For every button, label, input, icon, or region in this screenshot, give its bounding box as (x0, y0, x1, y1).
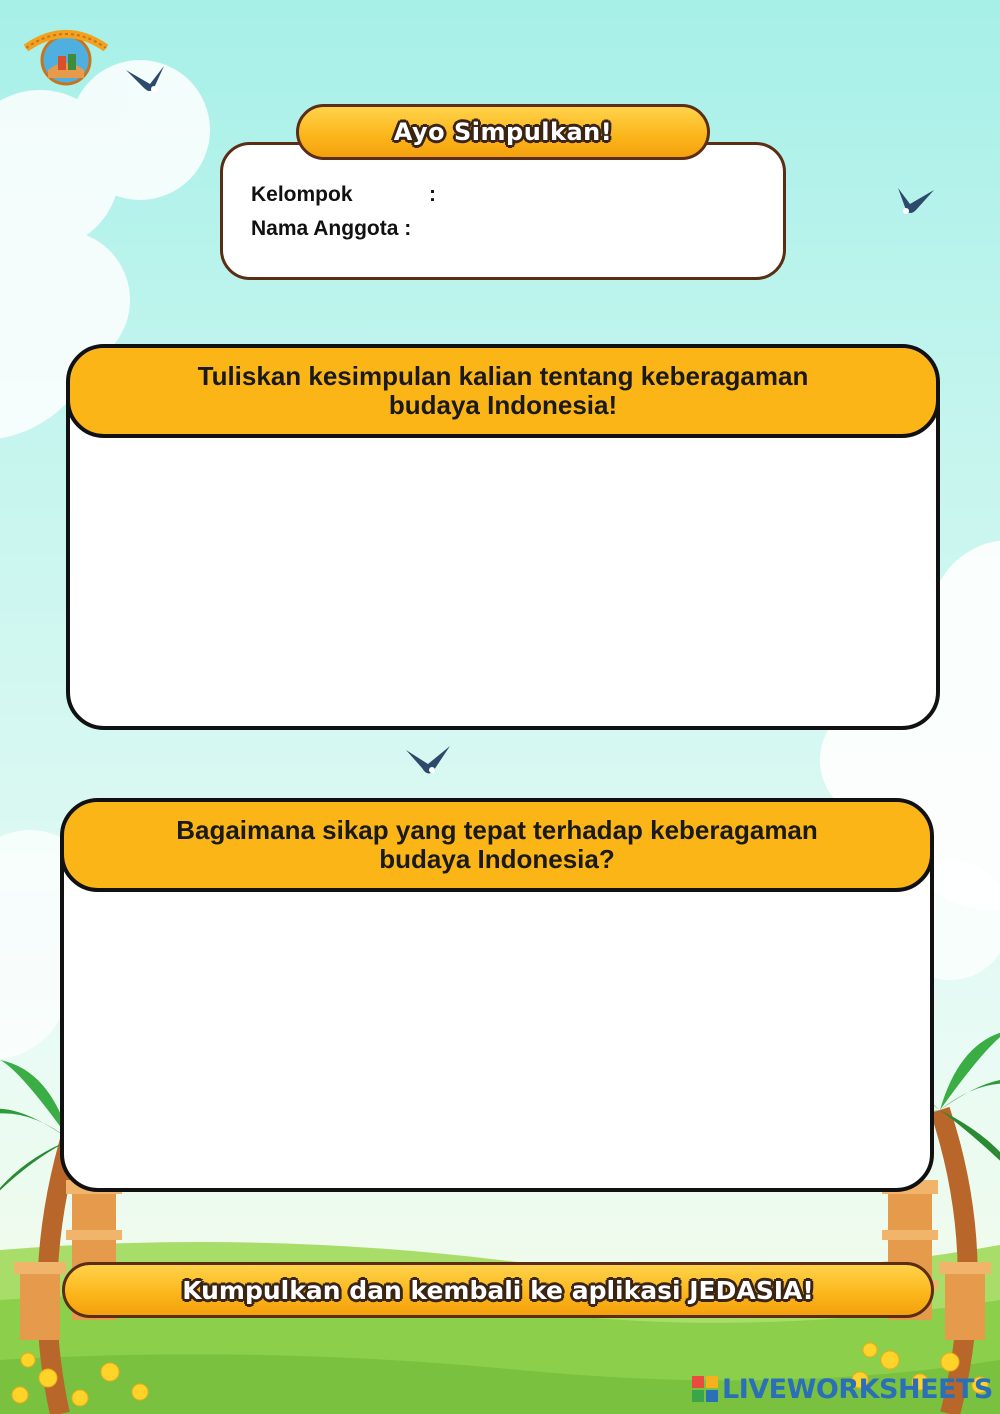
question-header-1 (66, 344, 940, 438)
bird-icon (124, 62, 176, 98)
answer-input-1[interactable] (94, 456, 912, 702)
bird-icon (884, 184, 936, 220)
watermark-text: LIVEWORKSHEETS (722, 1373, 993, 1405)
title-banner (296, 104, 710, 160)
logo-badge-icon (22, 26, 110, 88)
liveworksheets-watermark (692, 1372, 993, 1406)
question-panel-1 (66, 344, 940, 730)
group-row (251, 183, 436, 207)
question-prompt-2: Bagaimana sikap yang tepat terhadap keberagaman budaya Indonesia? (176, 815, 818, 874)
question-prompt-1: Tuliskan kesimpulan kalian tentang keberagaman budaya Indonesia! (197, 361, 809, 420)
question-header-2 (60, 798, 934, 892)
page-title: Ayo Simpulkan! (393, 118, 613, 146)
footer-instruction: Kumpulkan dan kembali ke aplikasi JEDASIA! (182, 1275, 814, 1305)
identity-card (220, 142, 786, 280)
members-row (251, 217, 411, 241)
members-label: Nama Anggota : (251, 217, 412, 240)
answer-input-2[interactable] (88, 910, 906, 1164)
group-label: Kelompok (251, 183, 353, 206)
footer-banner (62, 1262, 934, 1318)
bird-icon (404, 744, 456, 780)
question-panel-2 (60, 798, 934, 1192)
group-colon: : (429, 183, 436, 206)
liveworksheets-logo-icon (692, 1376, 718, 1402)
